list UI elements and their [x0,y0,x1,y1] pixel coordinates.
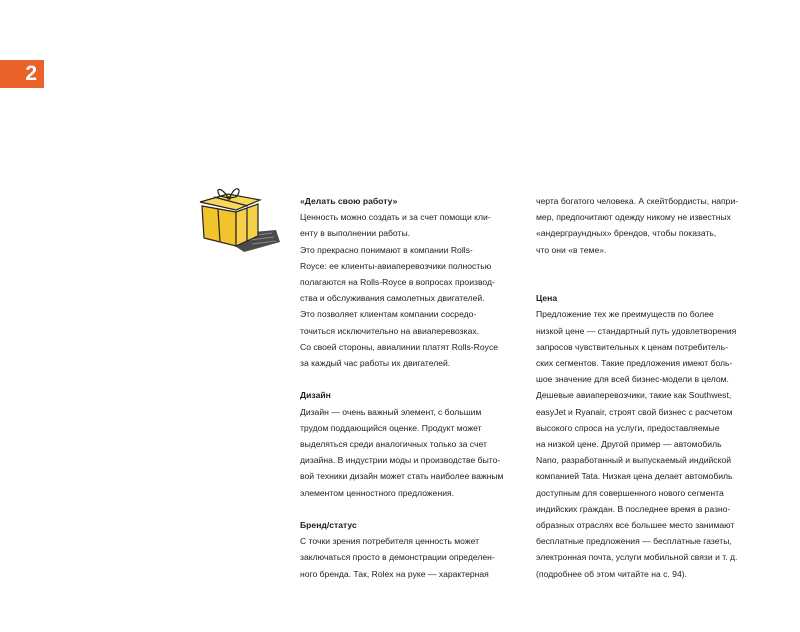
text-line: компанией Tata. Низкая цена делает автомобиль [536,471,733,482]
text-line: мер, предпочитают одежду никому не известных [536,212,731,223]
section-heading: Дизайн [300,390,331,401]
text-line: электронная почта, услуги мобильной связи и т. д. [536,552,738,563]
text-line: ских сегментов. Такие предложения имеют боль- [536,358,733,368]
text-line: образных отраслях все большее место занимают [536,520,735,531]
text-line: Предложение тех же преимуществ по более [536,309,714,320]
section-body [536,306,772,581]
text-line: easyJet и Ryanair, строят свой бизнес с расчетом [536,406,733,417]
text-line: высокого спроса на услуги, предоставляемые [536,422,720,433]
text-line: трудом поддающийся оценке. Продукт может [300,422,482,433]
text-line: доступным для совершенного нового сегмента [536,487,724,498]
text-line: Royce: ее клиенты-авиаперевозчики полностью [300,260,492,271]
right-text-column [536,193,772,582]
text-line: шое значение для всей бизнес-модели в целом. [536,374,729,385]
text-line: что они «в теме». [536,244,607,255]
text-line: ства и обслуживания самолетных двигателей. [300,293,485,304]
text-line: заключаться просто в демонстрации определен- [300,552,495,563]
text-line: Со своей стороны, авиалинии платят Rolls-Royce [300,341,499,352]
text-line: полагаются на Rolls-Royce в вопросах производ- [300,277,495,288]
section-heading: Бренд/статус [300,520,357,531]
text-line: Дешевые авиаперевозчики, такие как Southwest, [536,390,732,401]
text-line: вой техники дизайн может стать наиболее важным [300,471,504,482]
text-line: элементом ценностного предложения. [300,487,455,498]
text-line: Nano, разработанный и выпускаемый индийской [536,455,732,466]
text-line: черта богатого человека. А скейтбордисты, напри- [536,196,739,206]
text-line: (подробнее об этом читайте на с. 94). [536,568,687,579]
text-line: С точки зрения потребителя ценность может [300,536,480,547]
section-body [300,209,532,371]
text-line: индийских граждан. В последнее время в разно- [536,503,731,514]
section-body [300,404,532,501]
left-text-column [300,193,532,582]
text-line: выделяться среди аналогичных только за счет [300,439,487,450]
text-line: дизайна. В индустрии моды и производстве быто- [300,455,501,466]
text-line: Это позволяет клиентам компании сосредо- [300,309,477,320]
gift-box-illustration [192,182,284,262]
text-line: за каждый час работы их двигателей. [300,358,451,369]
chapter-number-tab: 2 [0,60,44,88]
section-body [300,533,532,582]
section-heading: «Делать свою работу» [300,196,398,206]
text-line: точиться исключительно на авиаперевозках. [300,325,480,336]
text-line: енту в выполнении работы. [300,228,411,239]
text-line: низкой цене — стандартный путь удовлетворения [536,325,737,336]
text-line: Дизайн — очень важный элемент, с большим [300,406,482,417]
text-line: бесплатные предложения — бесплатные газеты, [536,536,732,547]
text-line: Ценность можно создать и за счет помощи кли- [300,212,491,223]
text-line: запросов чувствительных к ценам потребитель- [536,341,728,352]
section-body [536,193,772,258]
text-line: на низкой цене. Другой пример — автомобиль [536,439,722,450]
text-line: ного бренда. Так, Rolex на руке — характерная [300,568,489,579]
section-heading: Цена [536,293,558,304]
text-line: Это прекрасно понимают в компании Rolls- [300,244,473,255]
text-line: «андерграундных» брендов, чтобы показать, [536,228,717,239]
